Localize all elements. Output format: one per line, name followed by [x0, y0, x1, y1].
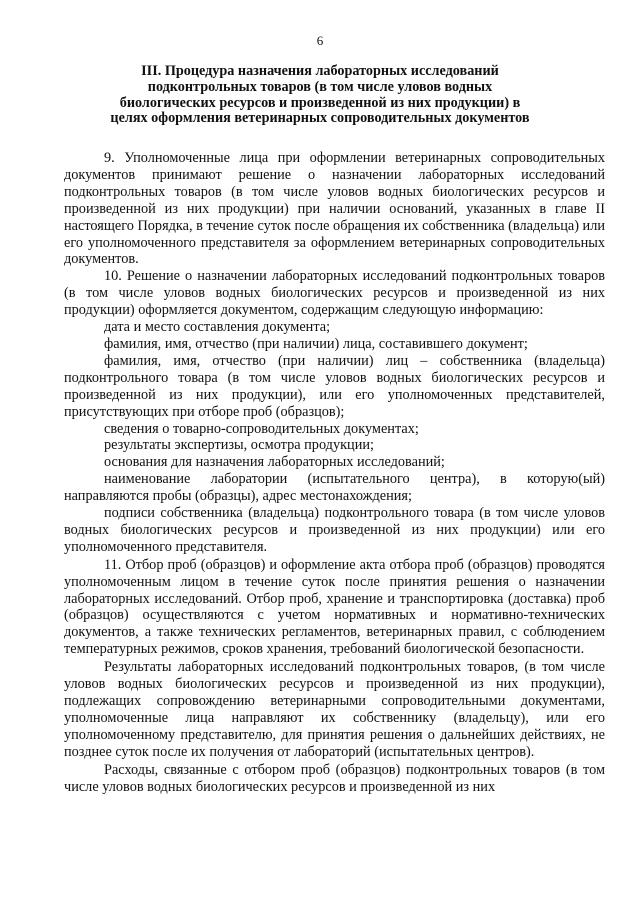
document-body	[64, 150, 605, 795]
paragraph-9: 9. Уполномоченные лица при оформлении ветеринарных сопроводительных документов принимают решение о назначении лабораторных исследований подконтрольных товаров (в том числе уловов водных биологических ресурсов и произведенной из них продукции) при наличии оснований, указанных в главе II настоящего Порядка, в течение суток после обращения их собственника (владельца) или его уполномоченного представителя за оформлением ветеринарных сопроводительных документов.	[64, 150, 605, 268]
list-item: фамилия, имя, отчество (при наличии) лиц – собственника (владельца) подконтрольного товара (в том числе уловов водных биологических ресурсов и произведенной из них продукции), или его уполномоченных представителей, присутствующих при отборе проб (образцов);	[64, 352, 605, 420]
paragraph-10: 10. Решение о назначении лабораторных исследований подконтрольных товаров (в том числе уловов водных биологических ресурсов и произведенной из них продукции) оформляется документом, содержащим следующую информацию:	[64, 268, 605, 319]
list-item: сведения о товарно-сопроводительных документах;	[104, 420, 419, 437]
list-item: подписи собственника (владельца) подконтрольного товара (в том числе уловов водных биологических ресурсов и произведенной из них продукции) или его уполномоченного представителя.	[64, 505, 605, 555]
paragraph-expenses: Расходы, связанные с отбором проб (образцов) подконтрольных товаров (в том числе уловов водных биологических ресурсов и произведенной из них	[64, 761, 605, 795]
paragraph-11: 11. Отбор проб (образцов) и оформление акта отбора проб (образцов) проводятся уполномоченным лицом в течение суток после принятия решения о назначении лабораторных исследований. Отбор проб, хранение и транспортировка (доставка) проб (образцов) осуществляются с учетом нормативных и нормативно-технических документов, а также технических регламентов, ветеринарных правил, с соблюдением температурных режимов, сроков хранения, требований биологической безопасности.	[64, 556, 605, 658]
section-title: III. Процедура назначения лабораторных исследований подконтрольных товаров (в том числе уловов водных биологических ресурсов и произведенной из них продукции) в целях оформления ветеринарных сопроводительных документов	[110, 63, 530, 127]
list-item: фамилия, имя, отчество (при наличии) лица, составившего документ;	[104, 335, 528, 352]
page-number: 6	[316, 33, 324, 48]
list-item: наименование лаборатории (испытательного центра), в которую(ый) направляются пробы (образцы), адрес местонахождения;	[64, 471, 605, 505]
list-item: дата и место составления документа;	[104, 319, 331, 336]
list-item: результаты экспертизы, осмотра продукции;	[104, 437, 374, 454]
list-item: основания для назначения лабораторных исследований;	[104, 454, 445, 471]
paragraph-results: Результаты лабораторных исследований подконтрольных товаров, (в том числе уловов водных биологических ресурсов и произведенной из них продукции), подлежащих сопровождению ветеринарными сопроводительными документами, уполномоченные лица направляют их собственнику (владельцу), или его уполномоченному представителю, для принятия решения о дальнейших действиях, не позднее суток после их получения от лабораторий (испытательных центров).	[64, 659, 605, 760]
